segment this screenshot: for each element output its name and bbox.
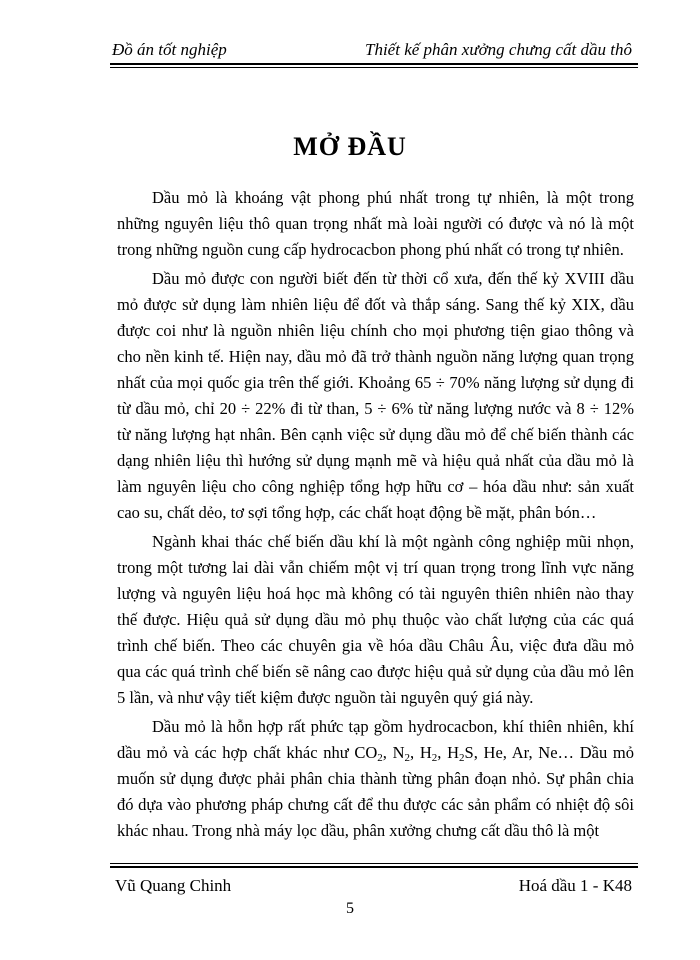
page-title: MỞ ĐẦU xyxy=(293,132,407,161)
header-left-text: Đồ án tốt nghiệp xyxy=(112,40,227,59)
footer-author: Vũ Quang Chinh xyxy=(115,876,232,895)
subscript-h2: 2 xyxy=(431,752,438,764)
paragraph-1: Dầu mỏ là khoáng vật phong phú nhất trong tự nhiên, là một trong những nguyên liệu thô quan trọng nhất mà loài người có được và nó là một trong những nguồn cung cấp hydrocacbon phong phú nhất có trong tự nhiên. xyxy=(117,188,634,259)
separator-n: , N xyxy=(382,743,405,762)
subscript-n2: 2 xyxy=(404,752,411,764)
separator-h2s: , H xyxy=(437,743,460,762)
paragraph-4-part-b: S, He, Ar, Ne… Dầu mỏ muốn sử dụng được phải phân chia thành từng phân đoạn nhỏ. Sự phân chia đó dựa vào phương pháp chưng cất để thu được các sản phẩm có nhiệt độ sôi khác nhau. Trong nhà máy lọc dầu, phân xưởng chưng cất dầu thô là một xyxy=(117,743,635,840)
footer-rule-thick xyxy=(110,866,638,868)
page-number: 5 xyxy=(346,900,354,917)
header-rule-thick xyxy=(110,63,638,65)
paragraph-4 xyxy=(117,714,634,844)
subscript-co2: 2 xyxy=(377,752,383,764)
separator-h: , H xyxy=(410,743,432,762)
paragraph-4-part-a: Dầu mỏ là hỗn hợp rất phức tạp gồm hydrocacbon, khí thiên nhiên, khí dầu mỏ và các hợp chất khác như CO xyxy=(117,717,634,762)
paragraph-2: Dầu mỏ được con người biết đến từ thời cổ xưa, đến thế kỷ XVIII dầu mỏ được sử dụng làm nhiên liệu để đốt và thắp sáng. Sang thế kỷ XIX, dầu được coi như là nguồn nhiên liệu chính cho mọi phương tiện giao thông và cho nền kinh tế. Hiện nay, dầu mỏ đã trở thành nguồn năng lượng quan trọng nhất của mọi quốc gia trên thế giới. Khoảng 65 ÷ 70% năng lượng sử dụng đi từ dầu mỏ, chỉ 20 ÷ 22% đi từ than, 5 ÷ 6% từ năng lượng nước và 8 ÷ 12% từ năng lượng hạt nhân. Bên cạnh việc sử dụng dầu mỏ để chế biến thành các dạng nhiên liệu thì hướng sử dụng mạnh mẽ và hiệu quả nhất của dầu mỏ là làm nguyên liệu cho công nghiệp tổng hợp hữu cơ – hóa dầu như: sản xuất cao su, chất dẻo, tơ sợi tổng hợp, các chất hoạt động bề mặt, phân bón… xyxy=(117,269,634,522)
paragraph-3: Ngành khai thác chế biến dầu khí là một ngành công nghiệp mũi nhọn, trong một tương lai dài vẫn chiếm một vị trí quan trọng trong lĩnh vực năng lượng và nguyên liệu hoá học mà không có tài nguyên thiên nhiên nào thay thế được. Hiệu quả sử dụng dầu mỏ phụ thuộc vào chất lượng của các quá trình chế biến. Theo các chuyên gia về hóa dầu Châu Âu, việc đưa dầu mỏ qua các quá trình chế biến sẽ nâng cao được hiệu quả sử dụng của dầu mỏ lên 5 lần, và như vậy tiết kiệm được nguồn tài nguyên quý giá này. xyxy=(117,532,634,707)
footer-rule-thin xyxy=(110,863,638,864)
subscript-h2s: 2 xyxy=(459,752,465,764)
header-right-text: Thiết kế phân xưởng chưng cất dầu thô xyxy=(365,40,632,59)
body-text xyxy=(117,185,634,847)
footer-class: Hoá dầu 1 - K48 xyxy=(518,876,632,895)
header-rule-thin xyxy=(110,67,638,68)
